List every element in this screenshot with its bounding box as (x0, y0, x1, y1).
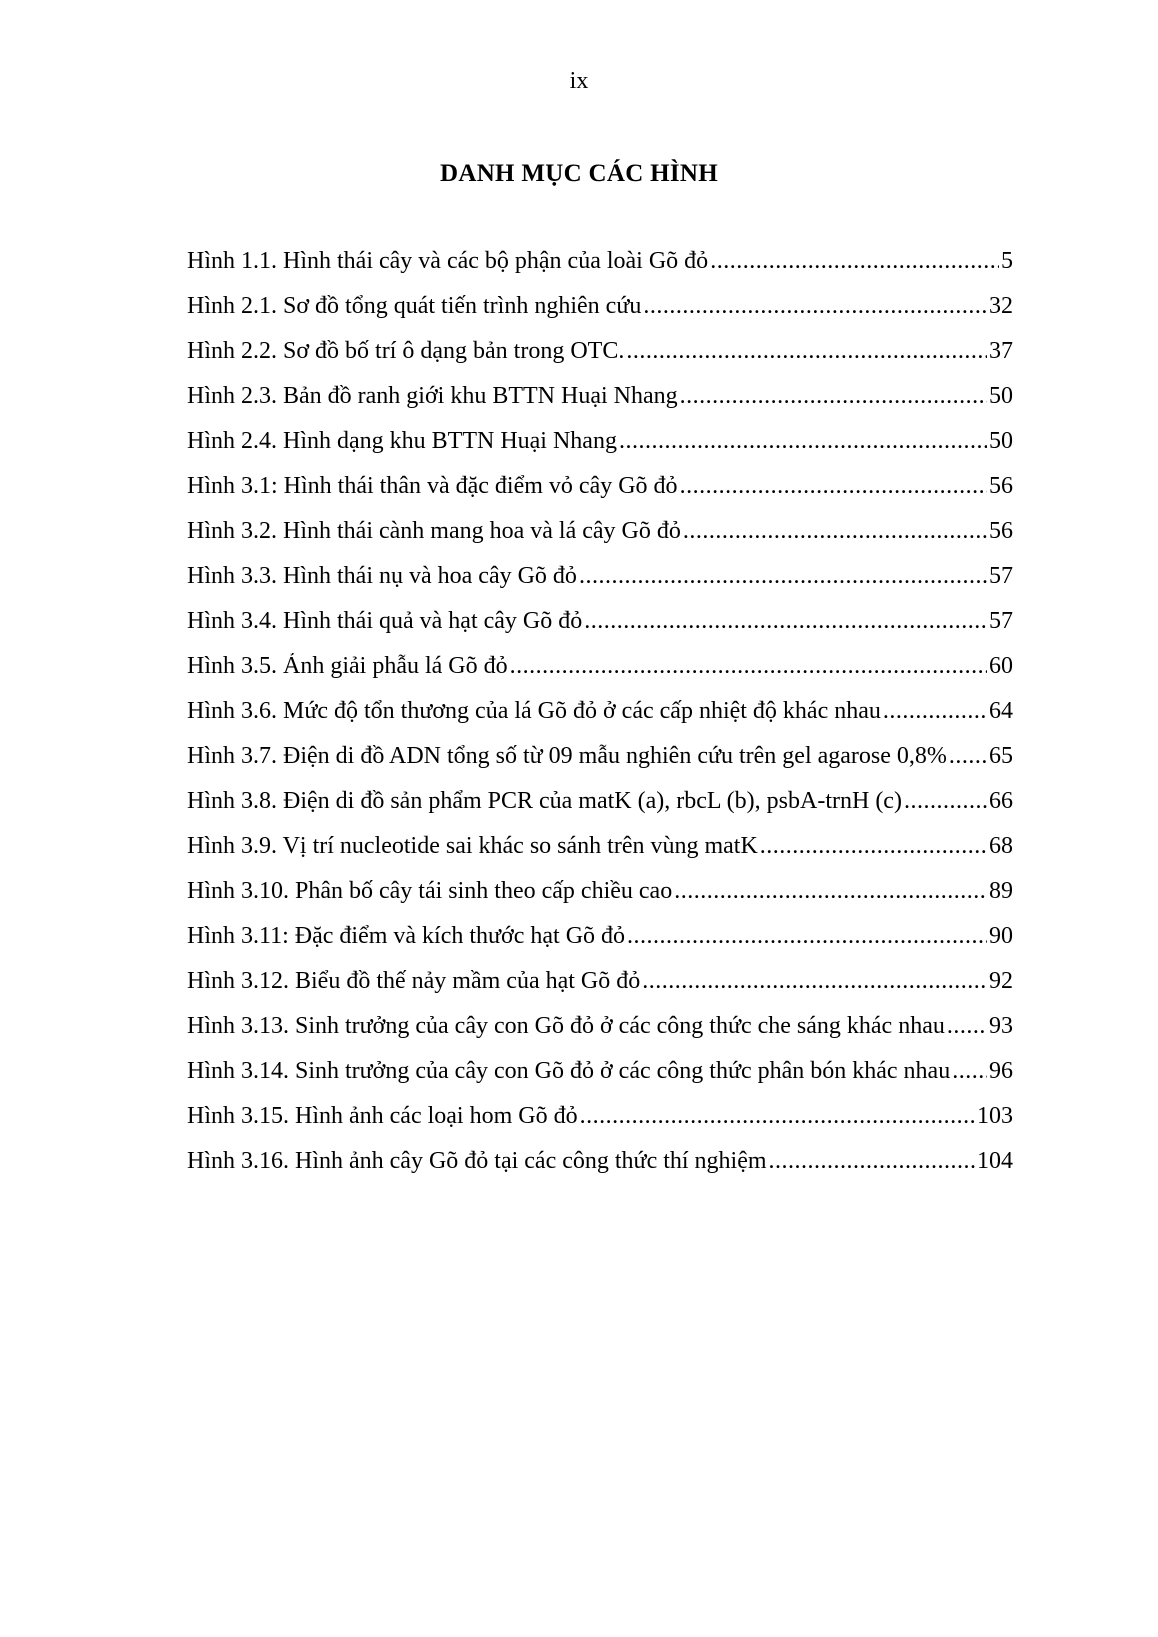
dot-leader (674, 878, 987, 905)
figure-page: 103 (977, 1103, 1013, 1129)
dot-leader (947, 1013, 987, 1040)
figure-label: Hình 3.1: Hình thái thân và đặc điểm vỏ cây Gõ đỏ (187, 473, 678, 499)
figure-label: Hình 3.5. Ảnh giải phẫu lá Gõ đỏ (187, 653, 508, 679)
dot-leader (680, 473, 987, 500)
dot-leader (710, 248, 999, 275)
figure-list (187, 248, 1013, 1193)
figure-entry (187, 1103, 1013, 1148)
dot-leader (680, 383, 987, 410)
figure-label: Hình 1.1. Hình thái cây và các bộ phận của loài Gõ đỏ (187, 248, 709, 274)
figure-entry (187, 1013, 1013, 1058)
figure-entry (187, 878, 1013, 923)
figure-label: Hình 3.4. Hình thái quả và hạt cây Gõ đỏ (187, 608, 583, 634)
figure-page: 5 (1001, 248, 1013, 274)
figure-page: 56 (989, 473, 1013, 499)
figure-entry (187, 923, 1013, 968)
figure-label: Hình 3.2. Hình thái cành mang hoa và lá cây Gõ đỏ (187, 518, 681, 544)
figure-label: Hình 3.13. Sinh trưởng của cây con Gõ đỏ ở các công thức che sáng khác nhau (187, 1013, 945, 1039)
figure-entry (187, 833, 1013, 878)
page-number: ix (569, 68, 589, 94)
figure-label: Hình 3.15. Hình ảnh các loại hom Gõ đỏ (187, 1103, 578, 1129)
figure-page: 93 (989, 1013, 1013, 1039)
figure-entry (187, 968, 1013, 1013)
figure-entry (187, 653, 1013, 698)
figure-page: 56 (989, 518, 1013, 544)
figure-entry (187, 1148, 1013, 1193)
figure-page: 32 (989, 293, 1013, 319)
figure-label: Hình 3.12. Biểu đồ thế nảy mầm của hạt Gõ đỏ (187, 968, 641, 994)
dot-leader (584, 608, 987, 635)
figure-page: 92 (989, 968, 1013, 994)
figure-label: Hình 3.3. Hình thái nụ và hoa cây Gõ đỏ (187, 563, 577, 589)
dot-leader (949, 743, 987, 770)
figure-entry (187, 293, 1013, 338)
dot-leader (580, 1103, 975, 1130)
figure-label: Hình 3.8. Điện di đồ sản phẩm PCR của matK (a), rbcL (b), psbA-trnH (c) (187, 788, 902, 814)
figure-page: 37 (989, 338, 1013, 364)
figure-page: 104 (977, 1148, 1013, 1174)
dot-leader (626, 338, 987, 365)
figure-label: Hình 3.9. Vị trí nucleotide sai khác so sánh trên vùng matK (187, 833, 758, 859)
figure-label: Hình 2.1. Sơ đồ tổng quát tiến trình nghiên cứu (187, 293, 642, 319)
dot-leader (760, 833, 987, 860)
figure-entry (187, 563, 1013, 608)
figure-entry (187, 608, 1013, 653)
figure-entry (187, 1058, 1013, 1103)
figure-entry (187, 248, 1013, 293)
dot-leader (769, 1148, 975, 1175)
figure-page: 66 (989, 788, 1013, 814)
figure-label: Hình 3.11: Đặc điểm và kích thước hạt Gõ đỏ (187, 923, 626, 949)
figure-page: 89 (989, 878, 1013, 904)
figure-label: Hình 3.7. Điện di đồ ADN tổng số từ 09 mẫu nghiên cứu trên gel agarose 0,8% (187, 743, 947, 769)
dot-leader (952, 1058, 987, 1085)
figure-page: 65 (989, 743, 1013, 769)
figure-label: Hình 2.4. Hình dạng khu BTTN Huại Nhang (187, 428, 617, 454)
figure-page: 68 (989, 833, 1013, 859)
dot-leader (642, 968, 987, 995)
dot-leader (510, 653, 987, 680)
figure-entry (187, 518, 1013, 563)
figure-entry (187, 743, 1013, 788)
dot-leader (579, 563, 987, 590)
figure-entry (187, 338, 1013, 383)
figure-entry (187, 473, 1013, 518)
dot-leader (627, 923, 987, 950)
figure-label: Hình 3.16. Hình ảnh cây Gõ đỏ tại các công thức thí nghiệm (187, 1148, 767, 1174)
dot-leader (904, 788, 987, 815)
figure-page: 90 (989, 923, 1013, 949)
page-title: DANH MỤC CÁC HÌNH (439, 160, 718, 187)
figure-label: Hình 3.10. Phân bố cây tái sinh theo cấp chiều cao (187, 878, 673, 904)
dot-leader (883, 698, 987, 725)
figure-entry (187, 383, 1013, 428)
dot-leader (643, 293, 987, 320)
figure-label: Hình 2.3. Bản đồ ranh giới khu BTTN Huại Nhang (187, 383, 678, 409)
figure-page: 50 (989, 383, 1013, 409)
figure-label: Hình 2.2. Sơ đồ bố trí ô dạng bản trong OTC. (187, 338, 625, 364)
figure-label: Hình 3.6. Mức độ tổn thương của lá Gõ đỏ ở các cấp nhiệt độ khác nhau (187, 698, 881, 724)
figure-page: 64 (989, 698, 1013, 724)
figure-page: 57 (989, 563, 1013, 589)
figure-page: 96 (989, 1058, 1013, 1084)
figure-page: 60 (989, 653, 1013, 679)
figure-page: 50 (989, 428, 1013, 454)
dot-leader (683, 518, 987, 545)
figure-entry (187, 788, 1013, 833)
figure-entry (187, 698, 1013, 743)
dot-leader (619, 428, 987, 455)
figure-label: Hình 3.14. Sinh trưởng của cây con Gõ đỏ ở các công thức phân bón khác nhau (187, 1058, 951, 1084)
figure-page: 57 (989, 608, 1013, 634)
figure-entry (187, 428, 1013, 473)
